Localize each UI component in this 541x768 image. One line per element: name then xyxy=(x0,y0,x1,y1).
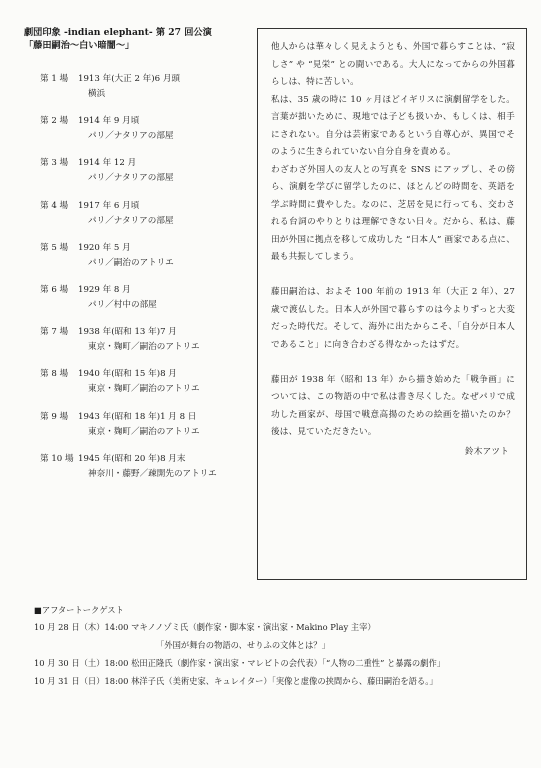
scene-number: 第 2 場 xyxy=(40,116,69,127)
scene-place: 東京・麹町／嗣治のアトリエ xyxy=(88,384,200,395)
scene-place: 神奈川・藤野／疎開先のアトリエ xyxy=(88,468,217,479)
scene-item xyxy=(40,156,255,198)
scene-place: パリ／ナタリアの部屋 xyxy=(88,173,174,184)
after-talk-guest: マキノノゾミ氏（劇作家・脚本家・演出家・Makino Play 主宰） xyxy=(131,622,376,632)
scene-date: 1940 年(昭和 15 年)8 月 xyxy=(78,369,177,380)
scene-number: 第 8 場 xyxy=(40,369,69,380)
scene-place: 東京・麹町／嗣治のアトリエ xyxy=(88,342,200,353)
after-talk-guest: 松田正隆氏（劇作家・演出家・マレビトの会代表）「“人物の二重性” と暴露の劇作」 xyxy=(131,658,446,668)
scene-number: 第 10 場 xyxy=(40,453,74,464)
scene-item xyxy=(40,452,255,494)
scene-date: 1914 年 9 月頃 xyxy=(78,116,140,127)
after-talk-date: 10 月 30 日（土）18:00 xyxy=(34,658,129,668)
scene-number: 第 6 場 xyxy=(40,284,69,295)
scene-item xyxy=(40,114,255,156)
after-talk-row xyxy=(34,618,514,636)
scene-item xyxy=(40,410,255,452)
scene-number: 第 4 場 xyxy=(40,200,69,211)
after-talk-date: 10 月 28 日（木）14:00 xyxy=(34,622,129,632)
after-talk-section xyxy=(34,602,514,690)
scene-date: 1929 年 8 月 xyxy=(78,284,131,295)
scene-place: 横浜 xyxy=(88,89,106,99)
play-title: 「藤田嗣治～白い暗闇～」 xyxy=(24,40,135,51)
director-essay-box xyxy=(257,28,527,580)
essay-paragraph: 藤田が 1938 年（昭和 13 年）から描き始めた「戦争画」については、この物語の中で私は書き尽くした。なぜパリで成功した画家が、母国で戦意高揚のための絵画を描いたのか？ 後は、見ていただきたい。 xyxy=(271,374,515,437)
after-talk-date: 10 月 31 日（日）18:00 xyxy=(34,676,129,686)
after-talk-guest: 林洋子氏（美術史家、キュレイター）「実像と虚像の挟間から、藤田嗣治を語る。」 xyxy=(131,676,438,686)
scene-date: 1913 年(大正 2 年)6 月頭 xyxy=(78,74,181,84)
essay-paragraph: 私は、35 歳の時に 10 ヶ月ほどイギリスに演劇留学をした。言葉が拙いために、現地では子ども扱いか、もしくは、相手にされない。自分は芸術家であるという自尊心が、異国でそのように生きられていない自分自身を責める。 xyxy=(271,94,515,157)
after-talk-row xyxy=(34,654,514,672)
scene-date: 1938 年(昭和 13 年)7 月 xyxy=(78,327,177,338)
program-header xyxy=(24,26,244,53)
scene-number: 第 7 場 xyxy=(40,327,69,338)
scene-number: 第 3 場 xyxy=(40,158,69,169)
scene-number: 第 1 場 xyxy=(40,74,69,84)
after-talk-topic: 「外国が舞台の物語の、せりふの文体とは？」 xyxy=(156,640,330,650)
essay-paragraph: 他人からは華々しく見えようとも、外国で暮らすことは、“寂しさ” や “見栄” との闘いである。大人になってからの外国暮らしは、特に苦しい。 xyxy=(271,42,515,87)
scene-item xyxy=(40,367,255,409)
scene-place: パリ／ナタリアの部屋 xyxy=(88,131,174,142)
after-talk-title: ■アフタートークゲスト xyxy=(34,605,124,615)
scene-place: 東京・麹町／嗣治のアトリエ xyxy=(88,426,200,437)
company-title: 劇団印象 -indian elephant- 第 27 回公演 xyxy=(24,27,212,38)
scene-item xyxy=(40,241,255,283)
scene-item xyxy=(40,199,255,241)
scene-place: パリ／ナタリアの部屋 xyxy=(88,215,174,226)
scene-item xyxy=(40,325,255,367)
scene-place: パリ／嗣治のアトリエ xyxy=(88,257,174,268)
scene-date: 1917 年 6 月頃 xyxy=(78,200,140,211)
scene-item xyxy=(40,72,255,114)
scene-date: 1943 年(昭和 18 年)1 月 8 日 xyxy=(78,411,197,422)
scene-date: 1920 年 5 月 xyxy=(78,242,131,253)
essay-paragraph: わざわざ外国人の友人との写真を SNS にアップし、その傍ら、演劇を学びに留学したのに、ほとんどの時間を、英語を学ぶ時間に費やした。なのに、芝居を見に行っても、交わされる台詞のやりとりは理解できない日々。だから、私は、藤田が外国に拠点を移して成功した “日本人” 画家である点に、最も共振してしまう。 xyxy=(271,164,515,262)
scene-number: 第 9 場 xyxy=(40,411,69,422)
after-talk-row xyxy=(34,672,514,690)
author-signature: 鈴木アツト xyxy=(465,446,509,457)
scene-date: 1945 年(昭和 20 年)8 月末 xyxy=(78,453,186,464)
scene-number: 第 5 場 xyxy=(40,242,69,253)
scene-place: パリ／村中の部屋 xyxy=(88,299,157,310)
scene-list xyxy=(40,72,255,494)
scene-item xyxy=(40,283,255,325)
essay-paragraph: 藤田嗣治は、およそ 100 年前の 1913 年（大正 2 年）、27 歳で渡仏した。日本人が外国で暮らすのは今よりずっと大変だった時代だ。そして、海外に出たからこそ、「自分が日本人であること」に向き合わざる得なかったはずだ。 xyxy=(271,287,515,350)
scene-date: 1914 年 12 月 xyxy=(78,158,137,169)
